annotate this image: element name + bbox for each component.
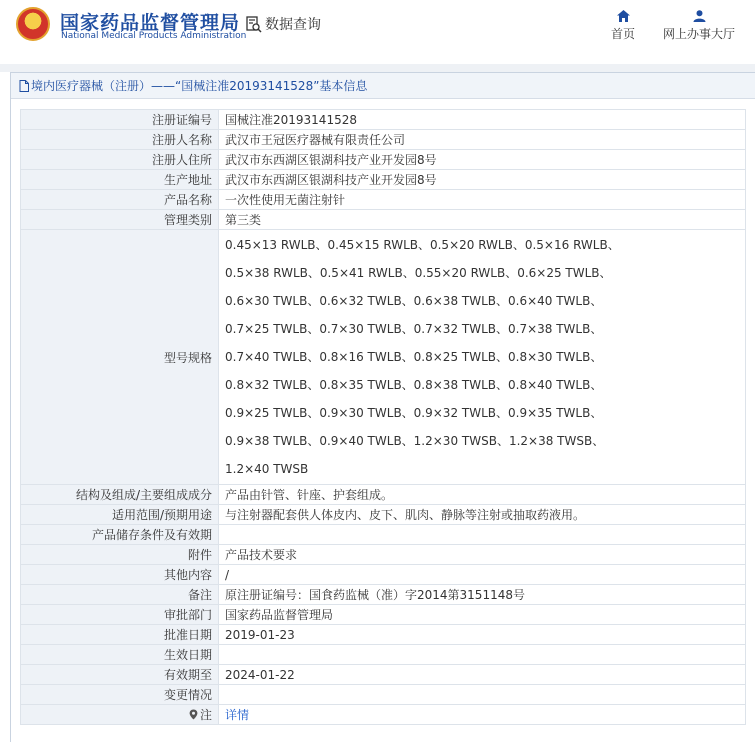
table-row (21, 505, 746, 525)
row-value: 武汉市王冠医疗器械有限责任公司 (219, 130, 746, 150)
table-row (21, 485, 746, 505)
table-row (21, 685, 746, 705)
table-row (21, 645, 746, 665)
model-line: 0.7×25 TWLB、0.7×30 TWLB、0.7×32 TWLB、0.7×38 TWLB、 (225, 322, 603, 336)
row-value: 产品技术要求 (219, 545, 746, 565)
data-query-link[interactable] (246, 14, 321, 34)
row-value (219, 685, 746, 705)
model-line: 1.2×40 TWSB (225, 462, 309, 476)
row-value: 第三类 (219, 210, 746, 230)
row-label: 审批部门 (21, 605, 219, 625)
model-line: 0.45×13 RWLB、0.45×15 RWLB、0.5×20 RWLB、0.5×16 RWLB、 (225, 238, 620, 252)
header-separator (0, 64, 755, 72)
row-label: 备注 (21, 585, 219, 605)
table-row (21, 230, 746, 485)
user-icon (693, 10, 706, 22)
row-label: 注册人住所 (21, 150, 219, 170)
model-line: 0.7×40 TWLB、0.8×16 TWLB、0.8×25 TWLB、0.8×30 TWLB、 (225, 350, 603, 364)
row-label: 产品名称 (21, 190, 219, 210)
row-value: 2019-01-23 (219, 625, 746, 645)
row-label: 型号规格 (21, 230, 219, 485)
model-line: 0.9×38 TWLB、0.9×40 TWLB、1.2×30 TWSB、1.2×38 TWSB、 (225, 434, 605, 448)
table-row (21, 605, 746, 625)
table-row (21, 110, 746, 130)
row-label: 注册人名称 (21, 130, 219, 150)
row-value: 与注射器配套供人体皮内、皮下、肌肉、静脉等注射或抽取药液用。 (219, 505, 746, 525)
table-row (21, 190, 746, 210)
model-line: 0.8×32 TWLB、0.8×35 TWLB、0.8×38 TWLB、0.8×40 TWLB、 (225, 378, 603, 392)
search-document-icon (246, 16, 262, 33)
site-title-cn[interactable]: 国家药品监督管理局 (60, 12, 241, 34)
home-icon (617, 10, 630, 22)
row-value: 2024-01-22 (219, 665, 746, 685)
row-value: 武汉市东西湖区银湖科技产业开发园8号 (219, 150, 746, 170)
row-value: 国家药品监督管理局 (219, 605, 746, 625)
row-label: 生效日期 (21, 645, 219, 665)
model-line: 0.5×38 RWLB、0.5×41 RWLB、0.55×20 RWLB、0.6×25 TWLB、 (225, 266, 612, 280)
nav-online-hall[interactable] (661, 10, 737, 42)
table-row (21, 170, 746, 190)
info-table (20, 109, 746, 725)
row-value: 产品由针管、针座、护套组成。 (219, 485, 746, 505)
note-label-cell (21, 705, 219, 725)
row-label: 产品储存条件及有效期 (21, 525, 219, 545)
row-label: 管理类别 (21, 210, 219, 230)
row-label: 结构及组成/主要组成成分 (21, 485, 219, 505)
row-label: 适用范围/预期用途 (21, 505, 219, 525)
details-link[interactable]: 详情 (225, 708, 250, 722)
row-label: 变更情况 (21, 685, 219, 705)
table-row (21, 705, 746, 725)
site-header (0, 0, 755, 64)
row-label: 有效期至 (21, 665, 219, 685)
nav-home[interactable] (609, 10, 637, 42)
detail-panel (10, 72, 755, 742)
model-line: 0.9×25 TWLB、0.9×30 TWLB、0.9×32 TWLB、0.9×35 TWLB、 (225, 406, 603, 420)
model-spec-list (219, 230, 746, 485)
table-row (21, 545, 746, 565)
nav-home-label: 首页 (610, 27, 635, 41)
panel-title-text: 境内医疗器械（注册）——“国械注准20193141528”基本信息 (31, 79, 368, 93)
table-row (21, 625, 746, 645)
row-label: 其他内容 (21, 565, 219, 585)
row-value: 国械注准20193141528 (219, 110, 746, 130)
national-emblem-logo[interactable]: ★ (16, 7, 50, 41)
table-row (21, 525, 746, 545)
site-title-en[interactable]: National Medical Products Administration (61, 31, 247, 41)
row-value (219, 525, 746, 545)
row-value: 原注册证编号：国食药监械（准）字2014第3151148号 (219, 585, 746, 605)
row-value: / (219, 565, 746, 585)
row-value (219, 705, 746, 725)
data-query-label: 数据查询 (265, 17, 321, 33)
table-row (21, 565, 746, 585)
nav-online-hall-label: 网上办事大厅 (662, 27, 735, 41)
table-row (21, 210, 746, 230)
row-value (219, 645, 746, 665)
panel-title (11, 73, 755, 99)
table-row (21, 665, 746, 685)
row-value: 一次性使用无菌注射针 (219, 190, 746, 210)
table-row (21, 150, 746, 170)
row-label: 批准日期 (21, 625, 219, 645)
table-row (21, 585, 746, 605)
row-label: 生产地址 (21, 170, 219, 190)
document-icon (19, 80, 29, 92)
row-label: 注册证编号 (21, 110, 219, 130)
location-pin-icon (189, 709, 198, 720)
row-value: 武汉市东西湖区银湖科技产业开发园8号 (219, 170, 746, 190)
row-label: 注 (199, 708, 212, 722)
model-line: 0.6×30 TWLB、0.6×32 TWLB、0.6×38 TWLB、0.6×40 TWLB、 (225, 294, 603, 308)
row-label: 附件 (21, 545, 219, 565)
table-row (21, 130, 746, 150)
